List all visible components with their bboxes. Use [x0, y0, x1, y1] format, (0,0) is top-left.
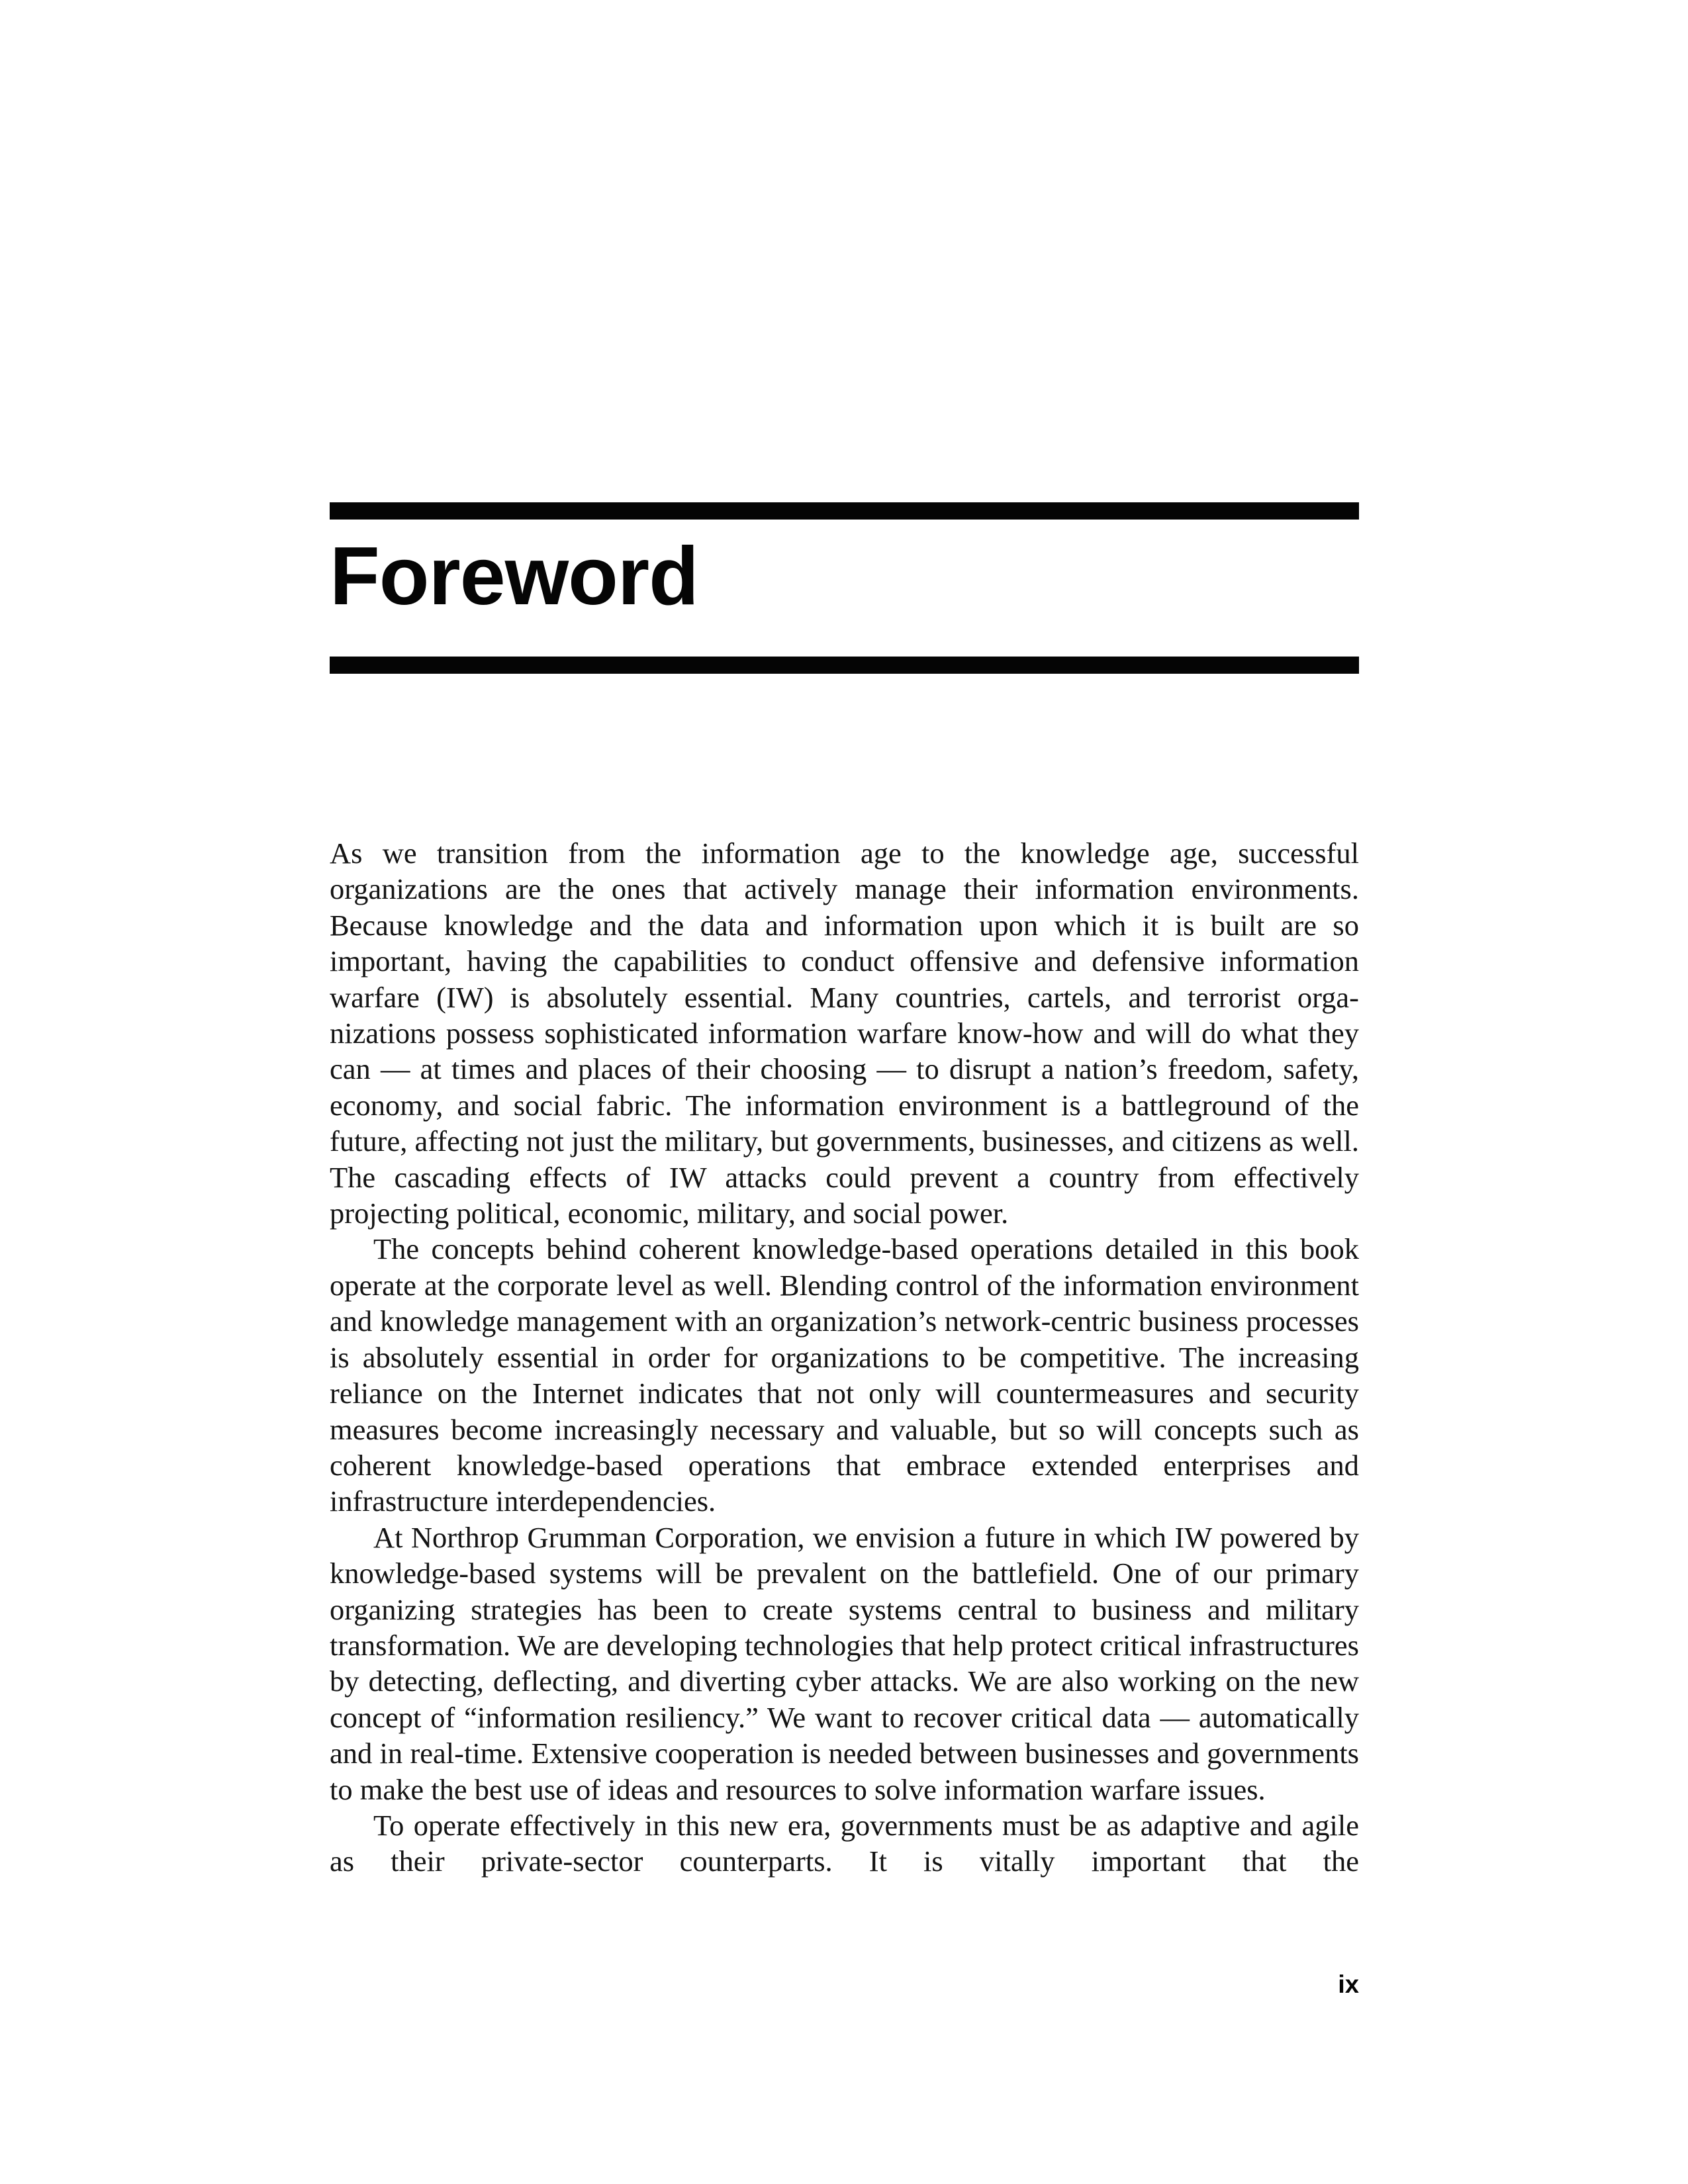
paragraph-4: To operate effectively in this new era, governments must be as adaptive and agile as their private-sector counterparts. It is vitally important that the [330, 1808, 1359, 1878]
title-top-rule [330, 502, 1359, 520]
paragraph-3: At Northrop Grumman Corporation, we envision a future in which IW powered by knowledge-based systems will be prevalent on the battlefield. One of our primary organizing strategies has been to create systems central to business and military transformation. We are developing technologies that help protect critical infrastructures by detecting, deflecting, and diverting cyber attacks. We are also working on the new concept of “information resiliency.” We want to recover critical data — automatically and in real-time. Extensive cooperation is needed between businesses and governments to make the best use of ideas and resources to solve information warfare issues. [330, 1520, 1360, 1806]
chapter-title: Foreword [330, 531, 698, 622]
paragraph-1: As we transition from the information age to the knowledge age, successful organizations are the ones that actively manage their information environments. Because knowledge and the data and information upon which it is built are so important, having the capabilities to conduct offensive and defensive information warfare (IW) is absolutely essential. Many countries, cartels, and terrorist organizations possess sophisticated information warfare know-how and will do what they can — at times and places of their choosing — to disrupt a nation’s freedom, safety, economy, and social fabric. The information environment is a battleground of the future, affecting not just the military, but governments, businesses, and citizens as well. The cascading effects of IW attacks could prevent a country from effectively projecting political, economic, military, and social power. [330, 837, 1359, 1230]
paragraph-2: The concepts behind coherent knowledge-based operations detailed in this book operate at the corporate level as well. Blending control of the information environment and knowledge management with an organization’s network-centric business processes is absolutely essential in order for organizations to be competitive. The increasing reliance on the Internet indicates that not only will countermeasures and security measures become increasingly necessary and valuable, but so will concepts such as coherent knowledge-based operations that embrace extended enterprises and infrastructure interdependencies. [330, 1232, 1359, 1518]
body-text [330, 835, 1359, 1880]
title-bottom-rule [330, 657, 1359, 674]
page-number: ix [1338, 1971, 1359, 1999]
